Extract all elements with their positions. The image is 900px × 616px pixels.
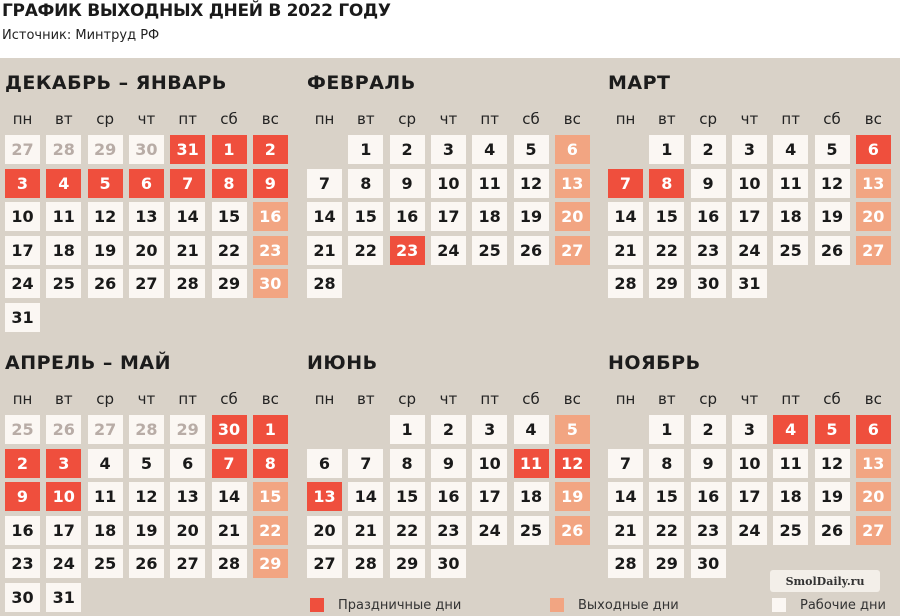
weekday-label: чт xyxy=(137,110,156,128)
day-cell: 23 xyxy=(431,516,466,545)
day-cell: 8 xyxy=(649,169,684,198)
day-cell: 7 xyxy=(608,169,643,198)
day-cell: 11 xyxy=(46,202,81,231)
weekday-label: вс xyxy=(261,110,279,128)
day-cell: 30 xyxy=(5,583,40,612)
day-cell: 6 xyxy=(555,135,590,164)
day-cell: 8 xyxy=(212,169,247,198)
day-cell: 3 xyxy=(472,415,507,444)
day-cell: 25 xyxy=(88,549,123,578)
weekday-label: чт xyxy=(439,110,458,128)
month-title: ФЕВРАЛЬ xyxy=(307,72,416,94)
day-cell: 15 xyxy=(212,202,247,231)
day-cell: 9 xyxy=(691,169,726,198)
day-cell: 15 xyxy=(253,482,288,511)
weekday-label: сб xyxy=(823,390,841,408)
weekday-label: ср xyxy=(699,110,717,128)
header xyxy=(0,0,900,58)
day-cell: 12 xyxy=(88,202,123,231)
day-cell: 29 xyxy=(649,549,684,578)
day-cell: 30 xyxy=(431,549,466,578)
legend-holiday xyxy=(310,596,461,614)
day-cell: 7 xyxy=(608,449,643,478)
day-cell: 19 xyxy=(129,516,164,545)
day-cell: 24 xyxy=(46,549,81,578)
day-cell: 27 xyxy=(129,269,164,298)
day-cell: 17 xyxy=(431,202,466,231)
page-title: ГРАФИК ВЫХОДНЫХ ДНЕЙ В 2022 ГОДУ xyxy=(2,1,391,21)
day-cell: 9 xyxy=(253,169,288,198)
weekday-label: пт xyxy=(480,110,499,128)
day-cell: 22 xyxy=(253,516,288,545)
day-cell: 7 xyxy=(212,449,247,478)
day-cell: 10 xyxy=(431,169,466,198)
day-cell: 25 xyxy=(472,236,507,265)
day-cell: 29 xyxy=(170,415,205,444)
day-cell: 2 xyxy=(5,449,40,478)
day-cell: 3 xyxy=(46,449,81,478)
day-cell: 5 xyxy=(514,135,549,164)
weekday-label: вт xyxy=(357,390,375,408)
day-cell: 22 xyxy=(390,516,425,545)
day-cell: 23 xyxy=(691,516,726,545)
day-cell: 26 xyxy=(46,415,81,444)
day-cell: 30 xyxy=(212,415,247,444)
day-cell: 18 xyxy=(46,236,81,265)
weekday-label: чт xyxy=(439,390,458,408)
weekday-label: ср xyxy=(96,390,114,408)
day-cell: 12 xyxy=(815,449,850,478)
day-cell: 4 xyxy=(46,169,81,198)
weekday-label: сб xyxy=(522,390,540,408)
weekday-label: пн xyxy=(12,110,33,128)
day-cell: 30 xyxy=(691,549,726,578)
weekday-label: пт xyxy=(178,390,197,408)
day-cell: 13 xyxy=(170,482,205,511)
weekday-label: пн xyxy=(12,390,33,408)
day-cell: 31 xyxy=(5,303,40,332)
day-cell: 8 xyxy=(390,449,425,478)
day-cell: 18 xyxy=(472,202,507,231)
day-cell: 19 xyxy=(815,202,850,231)
day-cell: 16 xyxy=(390,202,425,231)
day-cell: 9 xyxy=(390,169,425,198)
working-swatch xyxy=(772,598,786,612)
day-cell: 6 xyxy=(170,449,205,478)
day-cell: 29 xyxy=(253,549,288,578)
weekday-label: пт xyxy=(178,110,197,128)
day-cell: 14 xyxy=(307,202,342,231)
day-cell: 22 xyxy=(649,236,684,265)
day-cell: 3 xyxy=(732,415,767,444)
day-cell: 1 xyxy=(649,135,684,164)
day-cell: 3 xyxy=(431,135,466,164)
day-cell: 20 xyxy=(856,482,891,511)
day-cell: 6 xyxy=(856,135,891,164)
day-cell: 24 xyxy=(472,516,507,545)
day-cell: 14 xyxy=(348,482,383,511)
month-title: МАРТ xyxy=(608,72,671,94)
day-cell: 16 xyxy=(691,482,726,511)
weekday-label: сб xyxy=(522,110,540,128)
day-cell: 8 xyxy=(253,449,288,478)
day-cell: 4 xyxy=(773,415,808,444)
day-cell: 23 xyxy=(5,549,40,578)
day-cell: 11 xyxy=(472,169,507,198)
day-cell: 31 xyxy=(46,583,81,612)
weekday-label: пн xyxy=(314,110,335,128)
day-cell: 1 xyxy=(649,415,684,444)
day-cell: 31 xyxy=(170,135,205,164)
day-cell: 25 xyxy=(773,516,808,545)
day-cell: 27 xyxy=(856,516,891,545)
day-cell: 30 xyxy=(691,269,726,298)
day-cell: 27 xyxy=(170,549,205,578)
weekday-label: пт xyxy=(480,390,499,408)
day-cell: 5 xyxy=(555,415,590,444)
day-cell: 15 xyxy=(348,202,383,231)
weekday-label: сб xyxy=(220,390,238,408)
day-cell: 17 xyxy=(732,482,767,511)
day-cell: 18 xyxy=(773,202,808,231)
day-cell: 6 xyxy=(307,449,342,478)
month-title: НОЯБРЬ xyxy=(608,352,701,374)
day-cell: 18 xyxy=(773,482,808,511)
day-cell: 9 xyxy=(431,449,466,478)
day-cell: 28 xyxy=(212,549,247,578)
day-cell: 10 xyxy=(732,169,767,198)
legend-holiday-label: Праздничные дни xyxy=(338,597,462,613)
day-cell: 22 xyxy=(649,516,684,545)
day-cell: 16 xyxy=(253,202,288,231)
day-cell: 23 xyxy=(691,236,726,265)
day-cell: 28 xyxy=(170,269,205,298)
day-cell: 17 xyxy=(46,516,81,545)
day-cell: 5 xyxy=(129,449,164,478)
day-cell: 15 xyxy=(649,482,684,511)
weekday-label: вт xyxy=(55,390,73,408)
day-cell: 30 xyxy=(253,269,288,298)
day-cell: 28 xyxy=(608,549,643,578)
weekday-label: вт xyxy=(658,390,676,408)
day-cell: 7 xyxy=(307,169,342,198)
day-cell: 16 xyxy=(431,482,466,511)
day-cell: 29 xyxy=(88,135,123,164)
day-cell: 12 xyxy=(514,169,549,198)
day-cell: 29 xyxy=(649,269,684,298)
weekday-label: пн xyxy=(314,390,335,408)
day-cell: 21 xyxy=(608,516,643,545)
day-cell: 26 xyxy=(514,236,549,265)
month-title: ДЕКАБРЬ – ЯНВАРЬ xyxy=(5,72,227,94)
weekday-label: вс xyxy=(864,110,882,128)
day-cell: 25 xyxy=(5,415,40,444)
day-cell: 12 xyxy=(555,449,590,478)
day-cell: 11 xyxy=(88,482,123,511)
day-cell: 5 xyxy=(815,415,850,444)
day-cell: 28 xyxy=(348,549,383,578)
day-cell: 4 xyxy=(472,135,507,164)
day-cell: 27 xyxy=(555,236,590,265)
day-cell: 4 xyxy=(88,449,123,478)
day-cell: 26 xyxy=(88,269,123,298)
weekend-swatch xyxy=(550,598,564,612)
legend-working xyxy=(772,596,886,614)
day-cell: 8 xyxy=(649,449,684,478)
day-cell: 24 xyxy=(732,516,767,545)
day-cell: 14 xyxy=(170,202,205,231)
day-cell: 7 xyxy=(348,449,383,478)
day-cell: 3 xyxy=(5,169,40,198)
day-cell: 6 xyxy=(856,415,891,444)
day-cell: 24 xyxy=(5,269,40,298)
day-cell: 2 xyxy=(691,415,726,444)
day-cell: 2 xyxy=(253,135,288,164)
weekday-label: вс xyxy=(563,110,581,128)
day-cell: 20 xyxy=(856,202,891,231)
day-cell: 10 xyxy=(46,482,81,511)
day-cell: 15 xyxy=(390,482,425,511)
day-cell: 1 xyxy=(390,415,425,444)
day-cell: 19 xyxy=(555,482,590,511)
day-cell: 21 xyxy=(348,516,383,545)
day-cell: 25 xyxy=(514,516,549,545)
day-cell: 24 xyxy=(732,236,767,265)
weekday-label: чт xyxy=(137,390,156,408)
day-cell: 21 xyxy=(307,236,342,265)
day-cell: 21 xyxy=(608,236,643,265)
weekday-label: вт xyxy=(357,110,375,128)
day-cell: 20 xyxy=(307,516,342,545)
day-cell: 2 xyxy=(431,415,466,444)
day-cell: 15 xyxy=(649,202,684,231)
day-cell: 20 xyxy=(555,202,590,231)
day-cell: 24 xyxy=(431,236,466,265)
day-cell: 5 xyxy=(815,135,850,164)
day-cell: 29 xyxy=(212,269,247,298)
day-cell: 25 xyxy=(46,269,81,298)
weekday-label: ср xyxy=(699,390,717,408)
day-cell: 1 xyxy=(253,415,288,444)
day-cell: 11 xyxy=(773,169,808,198)
source-caption: Источник: Минтруд РФ xyxy=(2,28,160,43)
weekday-label: чт xyxy=(740,110,759,128)
day-cell: 27 xyxy=(856,236,891,265)
day-cell: 27 xyxy=(307,549,342,578)
day-cell: 12 xyxy=(815,169,850,198)
watermark-logo: SmolDaily.ru xyxy=(770,570,880,592)
day-cell: 23 xyxy=(253,236,288,265)
weekday-label: ср xyxy=(96,110,114,128)
day-cell: 22 xyxy=(212,236,247,265)
day-cell: 12 xyxy=(129,482,164,511)
day-cell: 23 xyxy=(390,236,425,265)
month-title: АПРЕЛЬ – МАЙ xyxy=(5,352,172,374)
day-cell: 26 xyxy=(555,516,590,545)
weekday-label: вс xyxy=(563,390,581,408)
legend-weekend xyxy=(550,596,679,614)
day-cell: 26 xyxy=(129,549,164,578)
day-cell: 20 xyxy=(129,236,164,265)
day-cell: 10 xyxy=(472,449,507,478)
day-cell: 18 xyxy=(88,516,123,545)
day-cell: 18 xyxy=(514,482,549,511)
day-cell: 28 xyxy=(307,269,342,298)
legend-weekend-label: Выходные дни xyxy=(578,597,679,613)
day-cell: 8 xyxy=(348,169,383,198)
day-cell: 28 xyxy=(46,135,81,164)
day-cell: 16 xyxy=(691,202,726,231)
weekday-label: сб xyxy=(220,110,238,128)
holiday-swatch xyxy=(310,598,324,612)
weekday-label: вт xyxy=(55,110,73,128)
day-cell: 11 xyxy=(514,449,549,478)
legend-working-label: Рабочие дни xyxy=(800,597,886,613)
day-cell: 19 xyxy=(815,482,850,511)
day-cell: 13 xyxy=(856,449,891,478)
day-cell: 4 xyxy=(514,415,549,444)
day-cell: 13 xyxy=(856,169,891,198)
day-cell: 9 xyxy=(5,482,40,511)
weekday-label: чт xyxy=(740,390,759,408)
day-cell: 26 xyxy=(815,516,850,545)
day-cell: 26 xyxy=(815,236,850,265)
day-cell: 19 xyxy=(88,236,123,265)
month-title: ИЮНЬ xyxy=(307,352,378,374)
day-cell: 28 xyxy=(129,415,164,444)
day-cell: 11 xyxy=(773,449,808,478)
day-cell: 17 xyxy=(732,202,767,231)
day-cell: 30 xyxy=(129,135,164,164)
day-cell: 10 xyxy=(5,202,40,231)
weekday-label: пн xyxy=(615,390,636,408)
weekday-label: пн xyxy=(615,110,636,128)
day-cell: 14 xyxy=(608,202,643,231)
day-cell: 1 xyxy=(348,135,383,164)
day-cell: 9 xyxy=(691,449,726,478)
weekday-label: вс xyxy=(864,390,882,408)
weekday-label: пт xyxy=(781,110,800,128)
day-cell: 6 xyxy=(129,169,164,198)
weekday-label: ср xyxy=(398,110,416,128)
day-cell: 2 xyxy=(691,135,726,164)
day-cell: 7 xyxy=(170,169,205,198)
day-cell: 17 xyxy=(5,236,40,265)
day-cell: 14 xyxy=(608,482,643,511)
weekday-label: пт xyxy=(781,390,800,408)
day-cell: 1 xyxy=(212,135,247,164)
weekday-label: вт xyxy=(658,110,676,128)
day-cell: 13 xyxy=(307,482,342,511)
day-cell: 22 xyxy=(348,236,383,265)
day-cell: 10 xyxy=(732,449,767,478)
day-cell: 27 xyxy=(5,135,40,164)
day-cell: 31 xyxy=(732,269,767,298)
day-cell: 16 xyxy=(5,516,40,545)
day-cell: 13 xyxy=(555,169,590,198)
day-cell: 13 xyxy=(129,202,164,231)
day-cell: 2 xyxy=(390,135,425,164)
day-cell: 14 xyxy=(212,482,247,511)
day-cell: 29 xyxy=(390,549,425,578)
day-cell: 20 xyxy=(170,516,205,545)
weekday-label: ср xyxy=(398,390,416,408)
day-cell: 25 xyxy=(773,236,808,265)
weekday-label: вс xyxy=(261,390,279,408)
day-cell: 21 xyxy=(212,516,247,545)
day-cell: 3 xyxy=(732,135,767,164)
day-cell: 27 xyxy=(88,415,123,444)
day-cell: 4 xyxy=(773,135,808,164)
weekday-label: сб xyxy=(823,110,841,128)
day-cell: 17 xyxy=(472,482,507,511)
day-cell: 5 xyxy=(88,169,123,198)
day-cell: 28 xyxy=(608,269,643,298)
day-cell: 21 xyxy=(170,236,205,265)
day-cell: 19 xyxy=(514,202,549,231)
